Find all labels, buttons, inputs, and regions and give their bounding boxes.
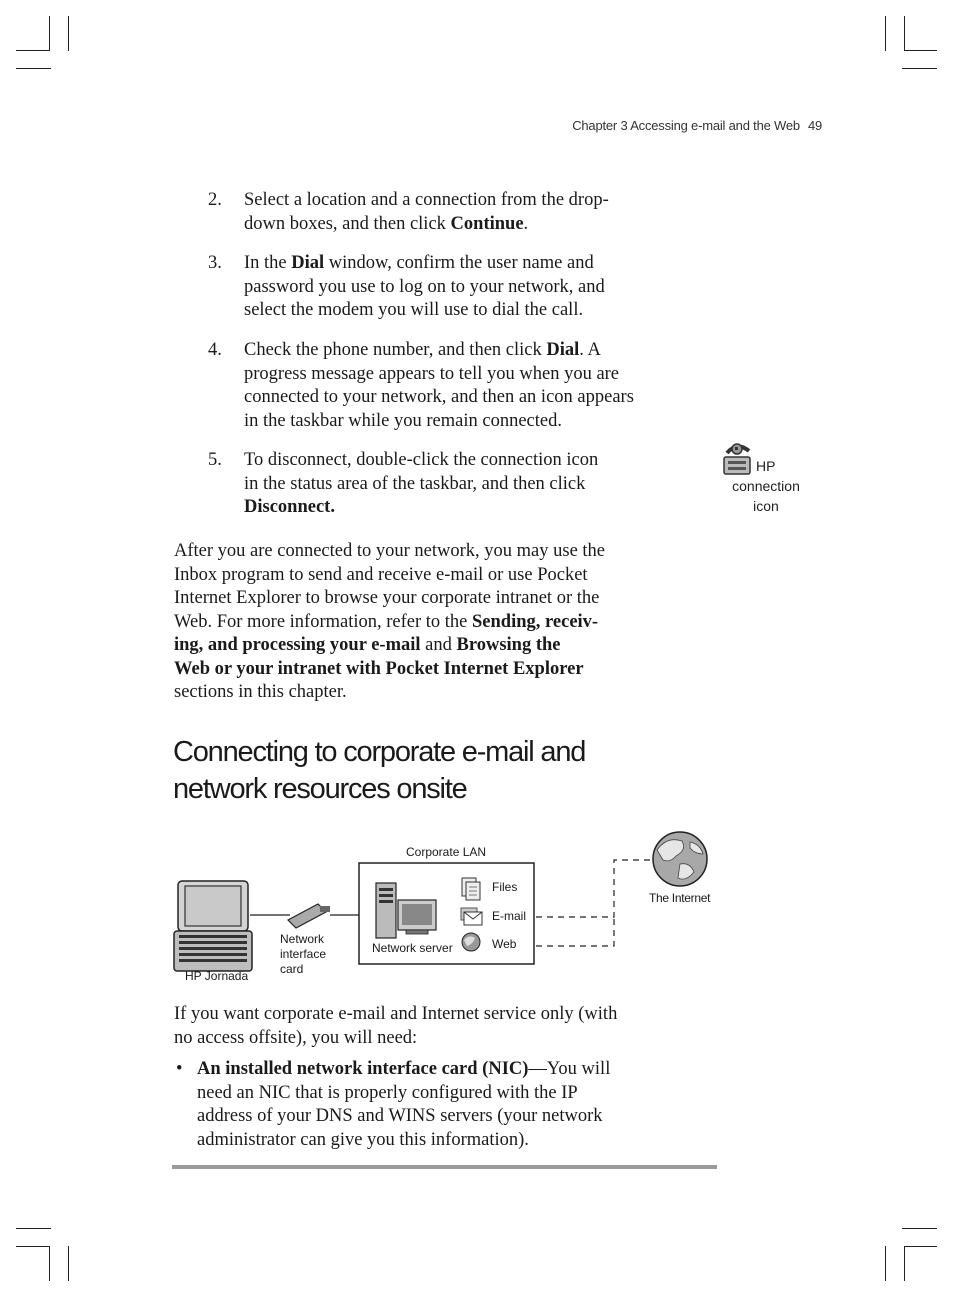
- crop-mark: [904, 16, 905, 51]
- text-line: An installed network interface card (NIC)—You will: [197, 1059, 611, 1079]
- section-heading: [173, 734, 693, 808]
- text-line: connected to your network, and then an icon appears: [244, 387, 634, 407]
- crop-mark: [16, 68, 51, 69]
- crop-mark: [49, 1246, 50, 1281]
- crop-mark: [885, 16, 886, 51]
- email-label: E-mail: [492, 909, 527, 923]
- network-interface-card-icon: [288, 904, 330, 928]
- text-line: Internet Explorer to browse your corporate intranet or the: [174, 588, 600, 608]
- crop-mark: [16, 50, 49, 51]
- hp-connection-icon: [721, 439, 755, 477]
- bullet-dot: •: [176, 1059, 183, 1079]
- text-line: down boxes, and then click Continue.: [244, 213, 529, 234]
- nic-label-line3: card: [280, 962, 304, 976]
- text-line: Web or your intranet with Pocket Internet Explorer: [174, 658, 584, 679]
- page-number: 49: [807, 118, 822, 133]
- heading-line: network resources onsite: [173, 773, 467, 805]
- crop-mark: [68, 16, 69, 51]
- heading-line: Connecting to corporate e-mail and: [173, 736, 586, 768]
- step-text: [244, 339, 634, 433]
- crop-mark: [902, 1228, 937, 1229]
- internet-label: The Internet: [649, 891, 711, 905]
- hp-jornada-label: HP Jornada: [185, 969, 249, 983]
- web-label: Web: [492, 937, 517, 951]
- text-line: Select a location and a connection from the drop-: [244, 190, 609, 210]
- side-caption-line1: HP: [756, 458, 776, 474]
- crop-mark: [16, 1246, 49, 1247]
- step-text: [244, 449, 598, 520]
- step-number: 3.: [208, 253, 222, 273]
- chapter-title: Chapter 3 Accessing e-mail and the Web: [572, 118, 800, 133]
- step-text: [244, 252, 605, 323]
- text-line: Inbox program to send and receive e-mail or use Pocket: [174, 564, 588, 585]
- network-server-label: Network server: [372, 941, 453, 955]
- internet-globe-icon: [653, 832, 707, 886]
- text-line: need an NIC that is properly configured with the IP: [197, 1082, 578, 1103]
- step-number: 2.: [208, 190, 222, 210]
- text-line: progress message appears to tell you when you are: [244, 363, 620, 384]
- text-line: Web. For more information, refer to the Sending, receiv-: [174, 611, 599, 632]
- text-line: After you are connected to your network, you may use the: [174, 541, 606, 561]
- running-header: [520, 118, 822, 133]
- crop-mark: [904, 1246, 905, 1281]
- crop-mark: [16, 1228, 51, 1229]
- crop-mark: [68, 1246, 69, 1281]
- crop-mark: [904, 50, 937, 51]
- files-label: Files: [492, 880, 518, 894]
- crop-mark: [885, 1246, 886, 1281]
- requirements-paragraph: [174, 1003, 704, 1050]
- text-line: in the taskbar while you remain connected.: [244, 410, 562, 431]
- text-line: in the status area of the taskbar, and then click: [244, 473, 586, 494]
- side-caption-line3: icon: [753, 498, 779, 514]
- nic-label-line1: Network: [280, 932, 325, 946]
- text-line: sections in this chapter.: [174, 682, 347, 702]
- text-line: password you use to log on to your network, and: [244, 276, 605, 297]
- text-line: administrator can give you this information).: [197, 1129, 529, 1150]
- hp-jornada-icon: [174, 881, 252, 971]
- text-line: In the Dial window, confirm the user name and: [244, 253, 594, 273]
- text-line: select the modem you will use to dial the call.: [244, 300, 584, 320]
- corporate-lan-label: Corporate LAN: [406, 845, 487, 859]
- text-line: To disconnect, double-click the connection icon: [244, 450, 599, 470]
- step-number: 5.: [208, 450, 222, 470]
- text-line: Check the phone number, and then click Dial. A: [244, 340, 601, 360]
- text-line: no access offsite), you will need:: [174, 1027, 418, 1048]
- crop-mark: [49, 16, 50, 51]
- nic-label-line2: interface: [280, 947, 327, 961]
- crop-mark: [904, 1246, 937, 1247]
- bullet-text: [197, 1058, 712, 1152]
- step-number: 4.: [208, 340, 222, 360]
- text-line: If you want corporate e-mail and Internet service only (with: [174, 1004, 618, 1024]
- step-text: [244, 189, 609, 236]
- text-line: ing, and processing your e-mail and Browsing the: [174, 635, 561, 655]
- crop-mark: [902, 68, 937, 69]
- side-caption-line2: connection: [732, 478, 800, 494]
- body-paragraph: [174, 540, 704, 705]
- text-line: Disconnect.: [244, 497, 335, 517]
- text-line: address of your DNS and WINS servers (your network: [197, 1106, 603, 1126]
- web-globe-icon: [462, 933, 480, 951]
- bottom-rule: [172, 1165, 717, 1169]
